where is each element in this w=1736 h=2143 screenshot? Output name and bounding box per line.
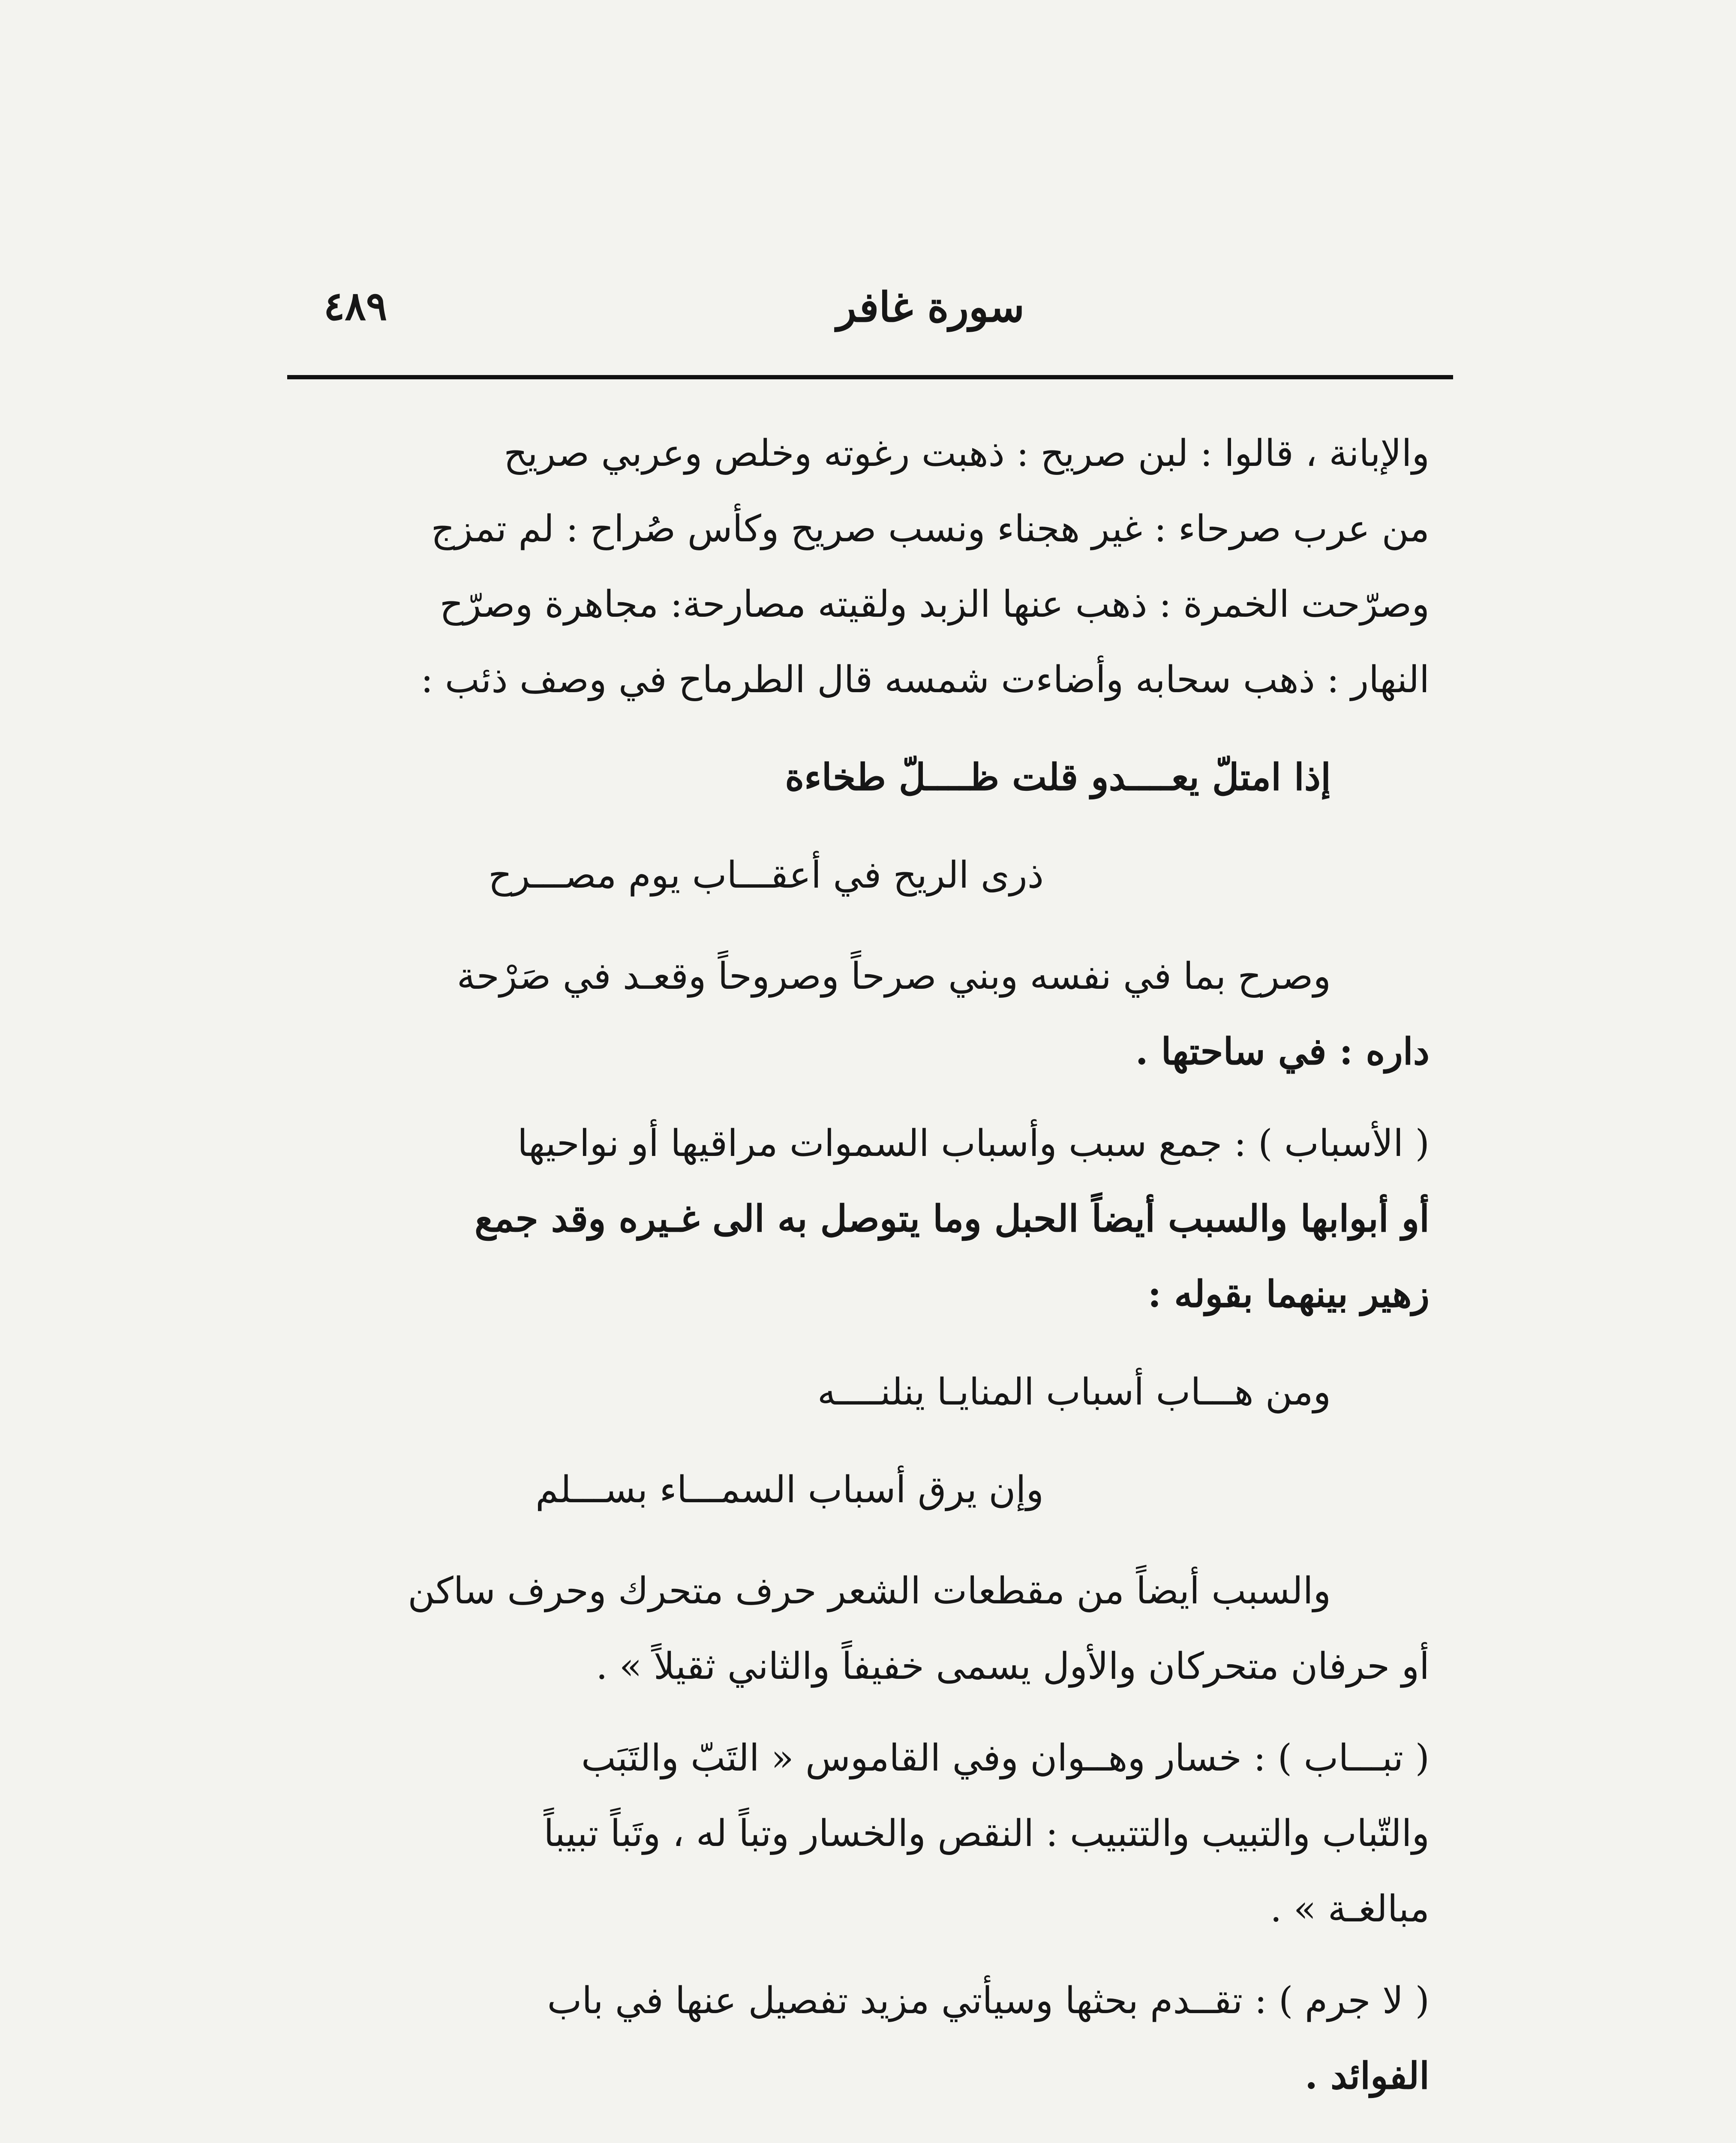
paragraph-2 xyxy=(287,939,1430,1090)
paragraph-line: ( الأسباب ) : جمع سبب وأسباب السموات مراقيها أو نواحيها xyxy=(517,1122,1430,1165)
verse-2 xyxy=(287,1354,1430,1528)
paragraph-line: والإبانة ، قالوا : لبن صريح : ذهبت رغوته وخلص وعربي صريح xyxy=(504,432,1430,475)
paragraph-line: مبالغـة » . xyxy=(1270,1888,1430,1930)
paragraph-line: أو حرفان متحركان والأول يسمى خفيفاً والثاني ثقيلاً » . xyxy=(596,1645,1430,1688)
paragraph-line: النهار : ذهب سحابه وأضاءت شمسه قال الطرماح في وصف ذئب : xyxy=(420,658,1430,701)
page-number: ٤٨٩ xyxy=(324,283,387,329)
verse-line: إذا امتلّ يعــــدو قلت ظــــلّ طخاءة xyxy=(785,756,1331,799)
header-rule xyxy=(287,375,1453,379)
paragraph-line: الفوائد . xyxy=(1305,2054,1430,2098)
paragraph-5 xyxy=(287,1720,1430,1947)
paragraph-line: ( تبـــاب ) : خسار وهــوان وفي القاموس « التَبّ والتَبَب xyxy=(581,1737,1430,1780)
verse-line: وإن يرق أسباب السمـــاء بســـلم xyxy=(535,1468,1044,1511)
paragraph-3 xyxy=(287,1106,1430,1332)
page-title: سورة غافر xyxy=(836,283,1024,331)
paragraph-line: زهير بينهما بقوله : xyxy=(1147,1273,1430,1316)
page-header xyxy=(287,274,1453,364)
paragraph-line: من عرب صرحاء : غير هجناء ونسب صريح وكأس صُراح : لم تمزج xyxy=(431,507,1430,550)
paragraph-1 xyxy=(287,416,1430,717)
verse-line: ذرى الريح في أعقـــاب يوم مصـــرح xyxy=(488,854,1044,897)
paragraph-line: ( لا جرم ) : تقــدم بحثها وسيأتي مزيد تفصيل عنها في باب xyxy=(547,1979,1430,2022)
paragraph-line: وصرح بما في نفسه وبني صرحاً وصروحاً وقعـد في صَرْحة xyxy=(457,955,1331,998)
verse-1 xyxy=(287,740,1430,913)
paragraph-line: أو أبوابها والسبب أيضاً الحبل وما يتوصل به الى غـيره وقد جمع xyxy=(475,1197,1430,1240)
page-body xyxy=(287,416,1430,2130)
paragraph-line: والتّباب والتبيب والتتبيب : النقص والخسار وتباً له ، وتَباً تبيباً xyxy=(544,1812,1430,1855)
paragraph-line: والسبب أيضاً من مقطعات الشعر حرف متحرك وحرف ساكن xyxy=(408,1570,1331,1612)
paragraph-6 xyxy=(287,1963,1430,2114)
paragraph-4 xyxy=(287,1553,1430,1704)
paragraph-line: داره : في ساحتها . xyxy=(1135,1030,1430,1073)
paragraph-line: وصرّحت الخمرة : ذهب عنها الزبد ولقيته مصارحة: مجاهرة وصرّح xyxy=(439,583,1430,626)
verse-line: ومن هـــاب أسباب المنايـا ينلنــــه xyxy=(817,1371,1331,1414)
